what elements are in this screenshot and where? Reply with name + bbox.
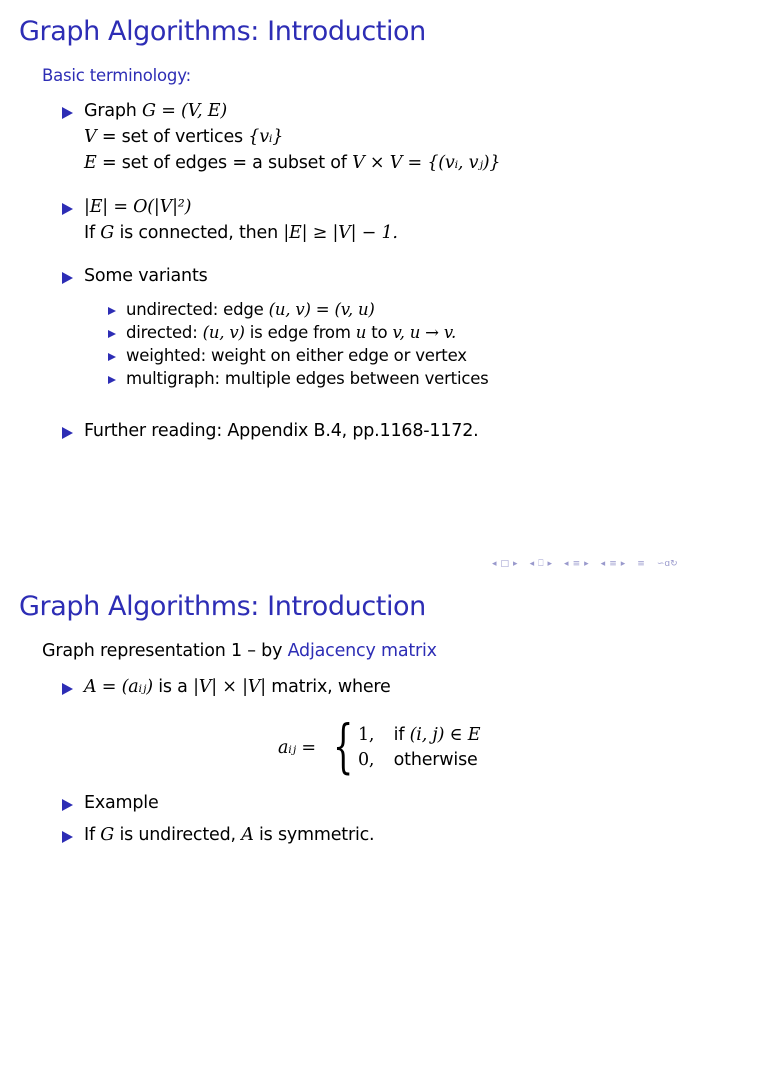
formula-case-1: 1, if (i, j) ∈ E xyxy=(358,725,481,745)
bullet-icon xyxy=(62,831,73,843)
formula-brace: { xyxy=(333,712,354,780)
bullet-edge-bound-line2: If G is connected, then |E| ≥ |V| − 1. xyxy=(84,223,398,243)
bullet-graph-line2: V = set of vertices {vᵢ} xyxy=(84,127,284,147)
nav-control-icon[interactable]: ≡ xyxy=(637,559,645,569)
bullet-edge-bound-line1: |E| = O(|V|²) xyxy=(84,197,192,217)
bullet-symmetric: If G is undirected, A is symmetric. xyxy=(84,825,375,845)
bullet-graph-line3: E = set of edges = a subset of V × V = {(vᵢ, vⱼ)} xyxy=(84,153,501,173)
formula-lhs: aᵢⱼ = xyxy=(278,738,316,758)
bullet-icon xyxy=(62,683,73,695)
nav-control-icon[interactable]: ≡ xyxy=(572,559,581,569)
nav-control-icon[interactable]: ▸ xyxy=(584,559,589,569)
nav-control-icon[interactable]: ∽ɑ↻ xyxy=(656,559,678,569)
sub-bullet-icon xyxy=(108,307,116,315)
bullet-variants: Some variants xyxy=(84,266,208,286)
bullet-further-reading: Further reading: Appendix B.4, pp.1168-1172. xyxy=(84,421,479,441)
sub-bullet-icon xyxy=(108,353,116,361)
adjacency-matrix-term: Adjacency matrix xyxy=(287,641,437,661)
intro-line: Graph representation 1 – by Adjacency matrix xyxy=(42,641,437,661)
nav-control-icon[interactable]: ◂ xyxy=(529,559,535,569)
slide-2 xyxy=(0,575,768,1087)
nav-control-icon[interactable]: ▸ xyxy=(513,559,518,569)
slide-title: Graph Algorithms: Introduction xyxy=(19,16,426,47)
nav-control-icon[interactable]: ▸ xyxy=(547,559,553,569)
beamer-navigation-bar xyxy=(492,556,762,572)
subheading: Basic terminology: xyxy=(42,66,191,85)
formula-case-2: 0, otherwise xyxy=(358,750,478,770)
bullet-graph-line1: Graph G = (V, E) xyxy=(84,101,227,121)
bullet-icon xyxy=(62,799,73,811)
bullet-icon xyxy=(62,272,73,284)
nav-control-icon[interactable]: □ xyxy=(500,559,510,569)
nav-control-icon[interactable]: ◂ xyxy=(564,559,569,569)
nav-control-icon[interactable]: ◂ xyxy=(492,559,497,569)
slide-title: Graph Algorithms: Introduction xyxy=(19,591,426,622)
bullet-example: Example xyxy=(84,793,159,813)
bullet-icon xyxy=(62,203,73,215)
slide-1 xyxy=(0,0,768,512)
variant-directed: directed: (u, v) is edge from u to v, u → v. xyxy=(126,323,457,342)
nav-control-icon[interactable]: ⎕ xyxy=(538,559,544,569)
variant-undirected: undirected: edge (u, v) = (v, u) xyxy=(126,300,375,319)
variant-weighted: weighted: weight on either edge or vertex xyxy=(126,346,467,365)
variant-multigraph: multigraph: multiple edges between vertices xyxy=(126,369,489,388)
sub-bullet-icon xyxy=(108,330,116,338)
sub-bullet-icon xyxy=(108,376,116,384)
bullet-matrix-definition: A = (aᵢⱼ) is a |V| × |V| matrix, where xyxy=(84,677,391,697)
nav-control-icon[interactable]: ▸ xyxy=(620,559,626,569)
bullet-icon xyxy=(62,427,73,439)
nav-control-icon[interactable]: ≡ xyxy=(609,559,617,569)
nav-control-icon[interactable]: ◂ xyxy=(600,559,606,569)
bullet-icon xyxy=(62,107,73,119)
